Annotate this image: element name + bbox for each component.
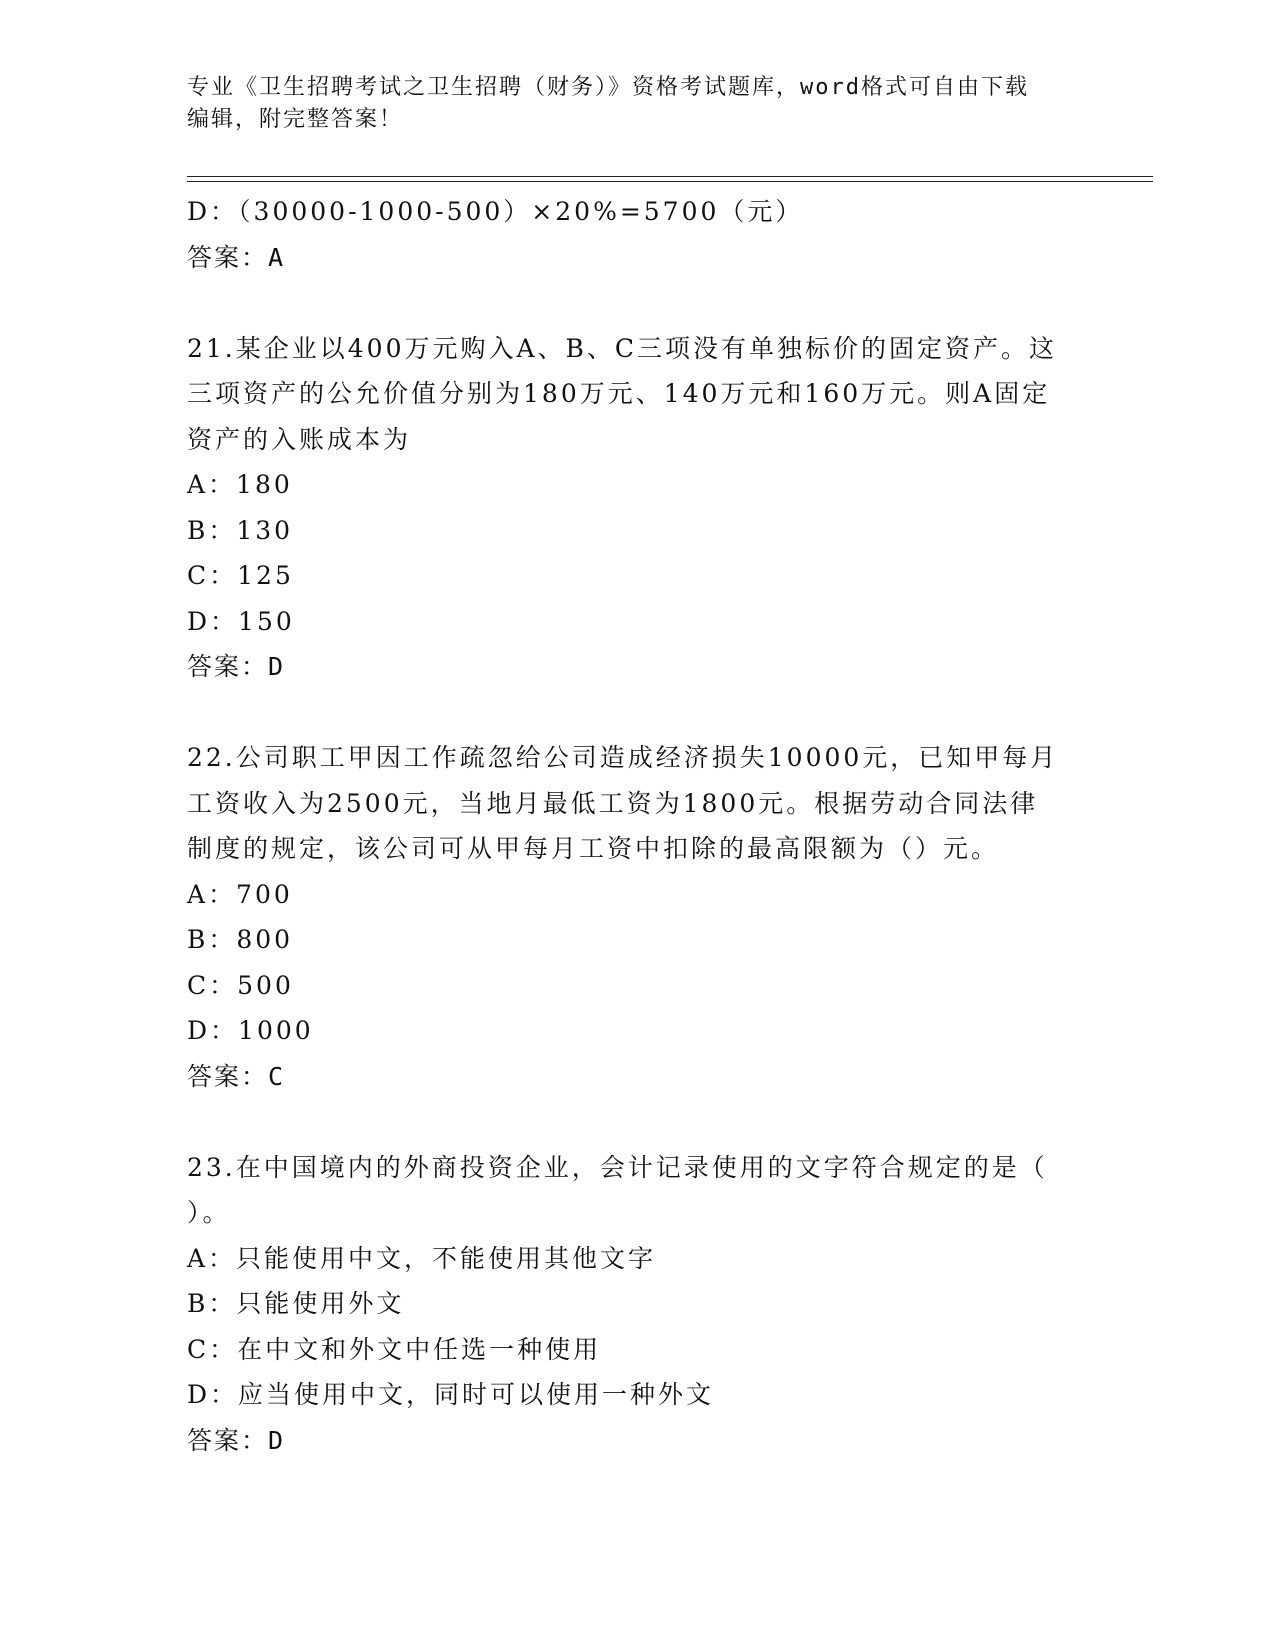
question-stem-line: 资产的入账成本为 [187, 424, 412, 454]
option-c: C：在中文和外文中任选一种使用 [187, 1334, 602, 1364]
option-d: D：150 [187, 606, 295, 636]
question-stem-line: 制度的规定，该公司可从甲每月工资中扣除的最高限额为（）元。 [187, 834, 1000, 863]
option-b: B：800 [187, 925, 294, 954]
question-gap [187, 280, 1087, 326]
option-d: D：应当使用中文，同时可以使用一种外文 [187, 1380, 715, 1409]
question-stem-line: 21.某企业以400万元购入A、B、C三项没有单独标价的固定资产。这 [187, 333, 1058, 363]
question-stem-line: 工资收入为2500元，当地月最低工资为1800元。根据劳动合同法律 [187, 788, 1039, 818]
option-d: D：1000 [187, 1016, 314, 1045]
question-stem-line: ）。 [187, 1198, 231, 1227]
question-stem-line: 23.在中国境内的外商投资企业，会计记录使用的文字符合规定的是（ [187, 1152, 1048, 1182]
option-b: B：130 [187, 515, 294, 545]
option-c: C：500 [187, 970, 294, 1000]
header-line-1: 专业《卫生招聘考试之卫生招聘（财务）》资格考试题库，word格式可自由下载 [187, 75, 1029, 100]
question-stem-line: 三项资产的公允价值分别为180万元、140万元和160万元。则A固定 [187, 379, 1051, 408]
option-a: A：只能使用中文，不能使用其他文字 [187, 1243, 657, 1273]
question-gap [187, 690, 1087, 736]
prev-question-answer: 答案：A [187, 242, 286, 272]
question-list [187, 189, 1087, 1463]
header-rule-top [187, 176, 1153, 177]
option-a: A：700 [187, 879, 293, 909]
prev-question-option-d: D：（30000-1000-500）×20%=5700（元） [187, 197, 804, 226]
answer: 答案：C [187, 1061, 286, 1091]
header-line-2: 编辑，附完整答案！ [187, 107, 404, 132]
question-gap [187, 1099, 1087, 1145]
option-a: A：180 [187, 470, 293, 499]
option-b: B：只能使用外文 [187, 1289, 405, 1318]
answer: 答案：D [187, 1425, 286, 1455]
answer: 答案：D [187, 652, 286, 681]
question-23 [187, 1145, 1087, 1464]
question-21 [187, 326, 1087, 690]
question-22 [187, 735, 1087, 1099]
question-stem-line: 22.公司职工甲因工作疏忽给公司造成经济损失10000元，已知甲每月 [187, 743, 1059, 772]
option-c: C：125 [187, 561, 294, 590]
document-header [187, 72, 1067, 136]
header-rule-bottom [187, 181, 1153, 182]
